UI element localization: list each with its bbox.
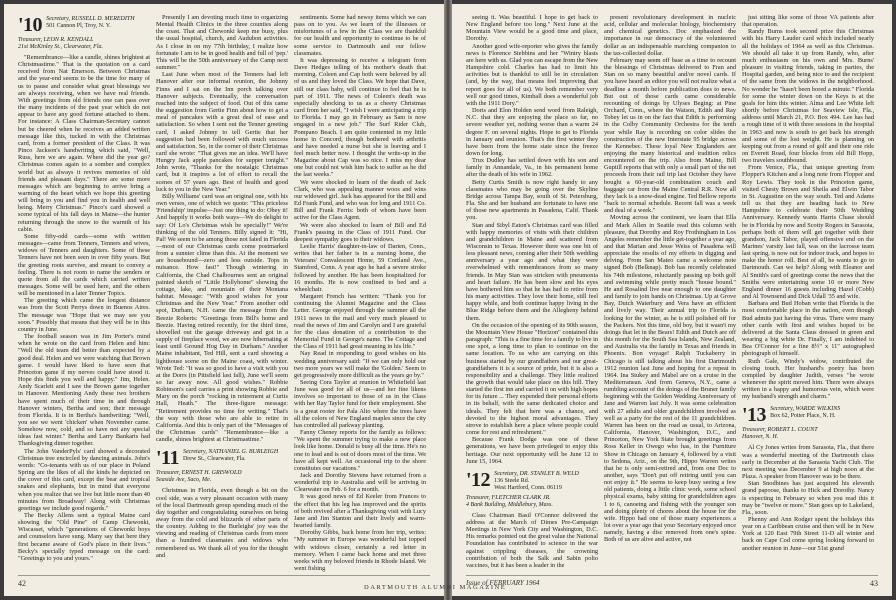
paragraph: From Venice, Fla., that unique greeting from Flopper's Kitchen and a long note from Flopper and Roy Lewis. They took in the Princeton game, visited Chesty Brown and Sheila and Elwin Tabor in St. Augustine on the way south. Ted and Adams tell us that they are heading back to New Hampshire to celebrate their 50th Wedding Anniversary. Kennedy wants Harris Chase should be in Florida by now and Scotty Rogers in Sarasota, perhaps both of them will get together with their grandson, Jack Tabor, played offensive end on the Marines' varsity last fall, was on the lacrosse team last spring, is now out for indoor track, and hopes to make the honor roll. Best of all, he wants to go to Dartmouth. Can we help? Along with Eleanor and Al Smith's card of greetings come the news that the Smiths were entertaining some 10 or more New England dinner 16 guests including Hazel (Cobb) and Al Townsend and Dick Udall '35 and wife. <box>742 164 874 301</box>
class-year: '11 <box>156 447 179 470</box>
treasurer-name: Treasurer, ROBERT L. COUNT <box>742 427 818 434</box>
right-column-1 <box>466 14 598 569</box>
paragraph: Dorothy Gibbs, back home from her trip, writes: "My summer in Europe was wonderful but topped with widows closer, certainly a red letter in memory. When I came back home and met three weeks with my beloved friends in Rhode Island. We went fishing <box>294 529 426 573</box>
left-column-2 <box>156 14 288 564</box>
secretary-name: Secretary, DR. STANLEY B. WELD <box>494 470 579 477</box>
treasurer-address: Seaside Ave, Saco, Me. <box>156 477 212 484</box>
paragraph: Seeing Cora Taylor at reunion in Whitefield last June was good for all of us—and her fine likens involves so important to those of us in the Class with her Ray Taylor fund for their employment. She is a great rooter for Pala Alto where the trees have all the colors of New England maples since the city has controlled all parkway planting. <box>294 378 426 429</box>
treasurer-name: Treasurer, FLETCHER CLARK JR. <box>466 494 551 501</box>
page-number: 42 <box>18 579 26 588</box>
paragraph: The John VanderPyls' card showed a decorated Christmas tree encircled by dancing animals. John's words: "Co-tenants with us of our place in Poland Spring are the likes of all the kinds he depicted on the cover of this card, except the bear and tropical snakes and elephants, but in mind that everyone when you realize that we live but little more than 40 minutes from Broadway! Along with Christmas greetings we include good regards." <box>18 447 150 512</box>
column-text <box>466 14 598 465</box>
column-text <box>604 14 736 544</box>
paragraph: Phenny and Ann Rodger spent the holidays this year on a Caribbean cruise and then will be in New York at 120 East 79th Street 11-D all winter and back on Cape Cod come spring looking forward to another reunion in June—our 51st grand <box>742 516 874 552</box>
paragraph: Fanny Cheney reports for the family as follows: "We spent the summer trying to make a new place look like home. Donald is busy all the time. He's no one to lead and is out of doors most of the time. We have all kept well. An occasional trip to the shore constitutes our vacations." <box>294 429 426 472</box>
treasurer-address: 21st McKinley St., Clearwater, Fla. <box>18 44 103 50</box>
class-heading-1913 <box>742 404 874 427</box>
paragraph: Stan Snodbines has just acquired his eleventh grand papoose, thanks to Hick and Dorothy. Nancy is expecting in February so when you read this it may be "twelve or more." Stan goes up to Lakeland, Fla., soon. <box>742 480 874 516</box>
paragraph: Moving across the continent, we learn that Ella and Mark Allen in Seattle read this column with pleasure, that Dorothy and Roy Frothingham in Los Angeles remember the little get-together a year ago, and that Marian and Jesse Weiss of Pasadena will appreciate the results of my efforts in digging and delving. From San Mateo came a welcome note signed Bob (Belknap). Bob has recently celebrated his 74th milestone, reluctantly passing up both golf and swimming while pretty much "house bound." He and Rosalind live near enough to one daughter and family to join hands on Christmas. Up at Grove Bay, Dutch Waterbury and Vera have an efficient and lively way. Their annual trip to Florida is looking for the winter, as he is still polished off for the Packers. Not this time, old boy, but it wasn't my doings that let in the Bears! Edith and Dutch are off this month for the South Sea Islands, New Zealand, and Australia via the family in Texas and friends in Phoenix. Bon voyage! Ralph Tuckaberry in Chicago is still talking about his first Dartmouth 1912 reunion last June and hoping for a repeat in 1964. Ina Stukey and Mabel are on a cruise in the Mediterranean. And from Geneva, N.Y., came a rumbling account of the doings of the Bruner family beginning with the Golden Wedding Anniversary of Jane and Warren last July. It was some celebration with 27 adults and older grandchildren involved as well as a party for the rest of the 11 grandchildren. Warren has been on the road as usual, to Arizona, California, Hanover, Washington, D.C., and Princeton, New York State brought greetings from Ross Keller in Owego who has, in the Furniture Show in Chicago on January 4, followed by a visit to Sedona, Ariz., on the 9th, Hippo Warren writes that he is only semi-retired and, from one Doc to another, says "Don't put off retiring until you can not enjoy it." He seems to keep busy seeing a few old patients, doing a little clinic work, some school physical exams, baby sitting for grandchildren ages 1 to 6, canoeing and fishing with the younger son and doing plenty of chores about the house for the wife. Hippo had one of those many experiences a lot over a year ago that your Secretary enjoyed once namely, having a disc removed from one's spine. Both of us are alive and active, not <box>604 214 736 544</box>
paragraph: We were shocked to learn of the death of Jack Clark, who was appealing manner woos and wins our widowed girl. Jack has appeared for the Bill and Ed Frank Fund, and who was for long and 1911 Co. Bill and Frank Ferris: both of whom have been active for the Class Agent. <box>294 178 426 222</box>
paragraph: present revolutionary development in nucleic acid, cellular and molecular biology, biochemistry and chemical genetics. Doc emphasized the importance in our democracy of the volunteered dollar as an indispensable marching companion to the tax-collected dollar. <box>604 14 736 57</box>
treasurer-address: 4 Bank Building, Middlebury, Mass. <box>466 501 553 508</box>
paragraph: It was depressing to receive a telegram from Dave Hedges telling of his mother's death that morning. Coleen and Cap both were beloved by all of us and they loved the Class. We hope that Dave, still our class baby, will continue to feel that he is part of 1911. The news of Coleen's death was especially shocking to us as a cheery Christmas card from her said, "I wish I were anticipating a trip to Florida. I may go in February as Sam is now engaged in a new job." The Surf Rider Club, Pompano Beach. I am quite contented in my little home in Concord, though bothered with arthritis and have needed a nurse but she is leaving and I feel much better now. I thought the write-up in the Magazine about Cap was so nice. I miss my dear one but could not wish him back to suffer as he did the last weeks." <box>294 56 426 179</box>
secretary-address: 501 Cannon Pl, Troy, N. Y. <box>46 23 111 29</box>
magazine-title: DARTMOUTH ALUMNI MAGAZINE <box>364 584 507 591</box>
binding-gutter <box>444 0 452 600</box>
class-heading-1911 <box>156 447 288 470</box>
paragraph: Al Cy Jones writes from Sarasota, Fla., that there was a wonderful meeting of the Dartmouth class early in December at the Sarasota Yacht Club. The next meeting was December 9 at high noon at the Plaza. A speaker from Hanover was to be there. <box>742 444 874 481</box>
paragraph: The Becky Allens sent a typical Maine card showing the "Old Pine" of Camp Chewonki, Wiscasset, which "generations of Chewonki boys and counselors have sung. Many say that here they first became aware of God's place in their lives." Becky's specially typed message on the card: "Greetings to you and yours." <box>18 512 150 562</box>
class-year: '13 <box>742 404 767 427</box>
treasurer-address: Hanover, N. H. <box>742 434 779 441</box>
column-text <box>18 54 150 562</box>
paragraph: Randy Burns took second prize this Christmas with his Harry Lauder card which included nearly all the holidays of 1964 as well as this Christmas. We should all take it up from Randy, who, after much enthusiasm on his own and Mrs. Burns' pleasure in visiting friends, taking in parties, the Hospital garden, and being nice to and the recipient of the same from the widows in the neighborhood. No wonder he "hasn't been bored a minute." Florida for some the winter down on the Keys is at the goals for him this winter. Alma and Lee White left shortly before Christmas for Seaview Isle, Fla., address until March 21, P.O. Box 494. Lee has had a rough time of it with three sessions in the hospital in 1963 and now is south to get back his strength and some of the lost weight. He is planning on keeping out from a round of golf and their one ride on Everett Road, four blocks from old Bill Hopp, two travelers southbound. <box>742 28 874 165</box>
paragraph: Betty Curtis Smith is now right handy to any classmates who may be going over the Skyline Bridge across Tampa Bay, south of St. Petersburg, Fla. She and her husband are fortunate to have one of those new apartments in Pasadena, Calif. Thank you. <box>466 178 598 222</box>
left-page <box>4 4 444 596</box>
right-page <box>452 4 892 596</box>
paragraph: Class Chairman Basil O'Connor delivered the address at the March of Dimes Pre-Campaign Meetings in New York City and Washington, D.C. His remarks pointed out the great value the National Foundation has contributed to science in the war against crippling diseases, the crowning contribution of both the Salk and Sabin polio vaccines, but it has been a leader in the <box>466 511 598 569</box>
secretary-address: Drew St., Clearwater, Fla. <box>182 456 246 463</box>
footer-rule <box>18 575 430 576</box>
treasurer-name: Treasurer, LEON R. KENDALL <box>18 37 94 43</box>
paragraph: Stan and Sibyl Eaton's Christmas card was filled with happy memories of visits with their children and grandchildren in Maine and scattered from Wisconsin to Texas. However there was one bit of less pleasant news, coming after their 50th wedding anniversary a year ago and what they were overwhelmed with remembrances from so many friends. In May Stan was stricken with pneumonia and heart failure. He has been slow and his eyes have bothered him so that he has had to retire from his many activities. They love their home, still feel happy while, and both continue happy living in the Blue Ridge before them and the Allegheny behind them. <box>466 221 598 322</box>
secretary-address: Box 62, Potter Place, N. H. <box>770 413 836 420</box>
left-column-3 <box>294 14 426 573</box>
paragraph: Jack and Dorothy Stevens have returned from a wonderful trip to Australia and will be arriving in Clearwater on Feb. 6 for a month. <box>294 472 426 494</box>
class-year: '10 <box>18 14 43 36</box>
paragraph: sentiments. Some had newsy items which we can pass on to you. As we learn of the illnesses or misfortunes of a few in the Class we are thankful for our health and opportunity to continue to be of some service to Dartmouth and our fellow classmates. <box>294 14 426 57</box>
paragraph: We were also shocked to learn of Bill and Ed Frank's passing in the Class of 1911 Fund. Our deepest sympathy goes to their widows. <box>294 221 426 243</box>
paragraph: Presently I am devoting much time to organizing Mental Health Clinics in the three counties along the coast. That and Chewonki keep me busy, plus the usual hospital, church, and Audubon activities. As I close in on my 77th birthday, I realize how fortunate I am to be in good health and full of 'pep.' This will be the 50th anniversary of the Camp next summer." <box>156 14 288 72</box>
paragraph: Christmas in Florida, even though a bit on the cool side, was a very pleasant occasion with many of the local Dartmouth group spending much of the day together and congratulating ourselves on being away from the cold and blizzards of other parts of the country. Adding to the Burleighs' joy was the viewing and reading of Christmas cards from more than a hundred classmates and widows who remembered us. We thank all of you for the thought and <box>156 487 288 559</box>
secretary-address-line2: West Hartford, Conn. 06119 <box>494 484 562 491</box>
secretary-address: 136 Steele Rd. <box>494 477 530 484</box>
paragraph: Another good wife-reporter who gives the family news is Florence Stebbins and her "Wintry blasts are here with us. Glad you can escape from the New Hampshire cold. Charles has had to limit his activities but is thankful to still be in circulation (and, by the way, that means feel improving that report goes for all of us). We both remember very well our good times, Kimball does a wonderful job with the 1911 Dory." <box>466 42 598 107</box>
paragraph: On the occasion of the opening of its 90th season, the Mountain View House "Horizon" contained this paragraph: "This is a fine time for a family to live in one spot, a long time to plan to continue on the same location. To us who are carrying on this business started by our grandfathers and our great-grandfathers it is a source of pride, but it is also a responsibility and a challenge. They little realized the growth that would take place on this hill. They started the first inn and carried it on with high hopes for its future ... They expended their personal efforts in its behalf, with the same dedicated choice and ideals. They felt that here was a chance, and devoted to the highest moral advantages. They strove to establish here a place where people could come for rest and refreshment." <box>466 321 598 437</box>
paragraph: Nay Read in responding to good wishes on his wedding anniversary said: "If we can only hold our two more years we will make the 'Golden.' Seem to get progressively more difficult as the years go by." <box>294 350 426 379</box>
secretary-name: Secretary, NATHANIEL G. BURLEIGH <box>182 449 279 456</box>
class-heading-1912 <box>466 468 598 492</box>
paragraph: Some fifty-odd cards—some with written messages—came from Tenners, Tenners and wives, widows of Tenners and daughters. Some of these Tenners have not been seen in over fifty years. But the greeting roots survive, and meant to convey a feeling. There is not room to name the senders or quote from all the cards which carried written messages. Some will be used here, and the others will be mentioned in a later Tenner Topics. <box>18 232 150 298</box>
treasurer-name: Treasurer, ERNEST H. GRISWOLD <box>156 470 242 477</box>
right-column-2 <box>604 14 736 564</box>
column-text <box>156 487 288 559</box>
paragraph: seeing it. Was beautiful. I hope to get back to New England before too long." Next June at the Mountain View would be a good time and place, Dorothy. <box>466 14 598 43</box>
paragraph: Barbara and Bud Hoban write that Florida is the most comfortable place in the nation, even though Bud admits just having the virus. There were many other cards with first and wishes hoped to be delivered at the Santa Claus dressed in green and wearing a big white Dr. Finally, I am indebted to Bea O'Connor for a fine 8½" x 11" autographed photograph of himself. <box>742 300 874 358</box>
paragraph: It was good news of Ed Keeler from Frances to the effect that his leg has improved and the spirits of both revived after a Thanksgiving visit with Lucy Jane and Jim Stanton and their lively and warm-hearted family. <box>294 493 426 530</box>
paragraph: Last June when most of the Tenners had left Hanover after our informal reunion, the Johnny Finns and I sat on the Inn porch talking over Hanover subjects. Eventually, the conversation reached into the subject of food. Out of this came the suggestion from Gertie Finn about how to get a meal of pancakes with a great deal of ease and satisfaction. So when I sent out the Tenner greeting card, I asked Johnny to tell Gertie that her suggestion had been followed with much success and satisfaction. So, in the corner of their Christmas card she wrote: "That gives me an idea. We'll have Hungry Jack apple pancakes for supper tonight." John wrote, "Thanks for the nostalgic Christmas card, but it inspires a lot of effort to recall the scenes of 57 years ago. Best of health and good luck to you in the New Year." <box>156 71 288 193</box>
paragraph: Trux Dudley has settled down with his son and family in Annandale, Va., in his permanent home after the death of his wife in 1962. <box>466 157 598 179</box>
right-column-3 <box>742 14 874 564</box>
paragraph: Doris and Elon Holden send word from Raleigh, N.C. that they are enjoying the place so far, no severe weather yet, nothing worse than a warm 24 degree F. on several nights. Hope to get to Florida in January and reunion. That's the first winter they have been from the home state since the freeze down for long. <box>466 107 598 157</box>
class-year: '12 <box>466 468 491 491</box>
paragraph: Margaret French has written: "Thank you for continuing the Alumni Magazine and the Class Letter. George enjoyed through the summer all the 1911 news in the mail and very much pleased to read the news of Jim and Carolyn and I are grateful for the class donation of a contribution to the Memorial Fund in George's name. The Cottage and the Class of 1911 had great meaning in his life." <box>294 293 426 351</box>
secretary-name: Secretary, WARDE WILKINS <box>770 406 841 413</box>
column-text <box>742 14 874 400</box>
paragraph: just sitting like some of those VA patients after that operation. <box>742 14 874 29</box>
class-heading-1910 <box>18 16 150 34</box>
footer-rule <box>466 575 878 576</box>
column-text <box>466 512 598 569</box>
issue-date: Issue of FEBRUARY 1964 <box>466 579 540 587</box>
column-text <box>156 14 288 443</box>
column-text <box>742 444 874 551</box>
paragraph: The football season was in Jim Porter's mind when he wrote on the card from Helen and him: "Well the old team did better than expected by a good deal. Helen and we were watching that Brown game. I would have liked to have seen that Princeton game if my nerves could have stood it. Hope this finds you well and happy." Jim, Helen. Andy Scarlett and I saw the Brown game together in Hanover. Mentioning Andy these two brothers have spent much of their time in and through Hanover winters, Bertha and son; their message from Florida. It is in Bertha's handwriting: "Well, you see we went 'chicken' when November came. Somehow now, cold, and so have not any special ideas fast winter." Bertha and Larry Bankarts had Thanksgiving dinner together. <box>18 333 150 448</box>
column-text <box>294 14 426 572</box>
paragraph: Because Frank Dodge was one of these generations, we have been privileged to enjoy this heritage. Our next opportunity will be June 12 to June 15, 1964. <box>466 436 598 465</box>
paragraph: The greeting which came the longest distance was from the Scott Perrys down in Buenos Aires. The message was "Hope that we may see you soon." Possibly that means that they will be in this country in June. <box>18 297 150 333</box>
paragraph: Leelie Harris' daughter-in-law of Darien, Conn., writes that her father is in a nursing home, the Veterans' Convalescent Home, 59 Cortland Ave., Stamford, Conn. A year ago he had a severe stroke followed by another. He has been hospitalized for 16 months. He is now confined to bed and a wheelchair. <box>294 243 426 293</box>
paragraph: Ruth Gale, Windy's widow, contributed the closing touch. Her husband's poetry has been compiled by daughter Judith, verses "he wrote whenever the spirit moved him. There were always written in a happy and humorous vein, which were my husband's strength and charm." <box>742 357 874 401</box>
page-number: 43 <box>870 579 878 588</box>
paragraph: February may seem off base as a time to recount the blessings of Christmas delivered to Fran and Stan on so many beautiful and/or novel cards. If you have heard an editor you will not realize what a deadline a month before publication does to news. But out of those cards came considerable recounting of doings by Ulyses Beging: at Pine Orchard, Conn., where the Watson, Edith and Ray Tobey let us in on the fact that Edith is performing in the Colby Community Orchestra for the tenth year while Ray is recording on color slides the construction of the new Interstate 95 bridge across the Kennebec. These loyal New Englanders are enjoying the many historical and tradition relics encountered on the trip. Also from Maine, Bill Guptill reports that with only a small part of the net proceeds from their rail trip last October they have bought a 60-year-old combination couch and baggage car from the Maine Central R.R. Now all they lack is a snow-dead engine. Ted Bellow reports "back to normal schedule. Recent fall was a week and deal of a week." <box>604 56 736 215</box>
paragraph: Billy Williams' card was an original one, with his own verses, one of which we quote: "This priceless 'Friendship' impulse—Just one thing to do: Obey it! And happily it works both ways—We do delight to say: Of Lo's Christmas wish be specially!" We're thinking of the old Tenners. Billy signed it: "Hi, Pal! We seem to be among those not fated in Florida—most of our Christmas cards come postmarked from a sunnier clime than this. At the moment we are housebound—zero and less outside. Tops in nuisance. How fast!" Though wintering in California, the Chad Chalbournes sent an original painted sketch of "Little Hollyhome" showing the cottage, lake, and mountain of their Montana habitat. Message: "With good wishes for your Christmas and the New Year." From another odd spot, Durham, N.H. came the message from the Beezie Roberts: "Greetings from Bill's home and Beezie. Having retired recently, for the third time, shovelled out the garage driveway and got in a supply of fireplace wood, we are now hibernating at least until Ground Hog Day in Durham." Another Maine inhabitant, Ted Hill, sent a card showing a lighthouse scene on the Maine coast, with winter. Wrote Ted: "It was so good to have a visit with you at the Dorrs (in Pittsfield last fall), June we'll seem so far away now. All good wishes." Robbie Robinson's card carries a print showing Robbie and Mary on the porch "rocking in retirement at Curtis Hall, Heath." The three-figure message: "Retirement provides no time for writing." That's the way with those who are able to retire in California. And this is only part of the "Messages of the Christmas cards" "Remembrance—like a candle, shines brightest at Christmastime." <box>156 192 288 444</box>
secretary-name: Secretary, RUSSELL D. MEREDITH <box>46 16 135 22</box>
left-column-1 <box>18 14 150 564</box>
paragraph: "Remembrance—like a candle, shines brightest at Christmastime." That is the quotation on a card received from Nat Emerson. Between Christmas and the year-end seems to be the time for many of us to pause and consider what great blessings we are always receiving, when we have real friends. With greetings from old friends one can pass over the many incidents of the past year which do not appear to have any good fortune attached to them. For instance: A Class Chairman-Secretary cannot but be cheered when he receives an added written message like this, tucked in with the Christmas card, from a former president of the Class. It was Pinco Jackson's handwriting which said, "Well, Russ, here we are again. Where did the year go? Christmas comes again to a somber and complex world but as always it revives memories of old friends and pleasant days." There are some more messages which are beginning to arrive bring a warming of the heart which we hope this greeting will bring to you and find you in health and well being. Merry Christmas." Pinco's card showed a scene typical of his fall days in Maine—the hunter returning through the snow to the warmth of his cabin. <box>18 54 150 233</box>
